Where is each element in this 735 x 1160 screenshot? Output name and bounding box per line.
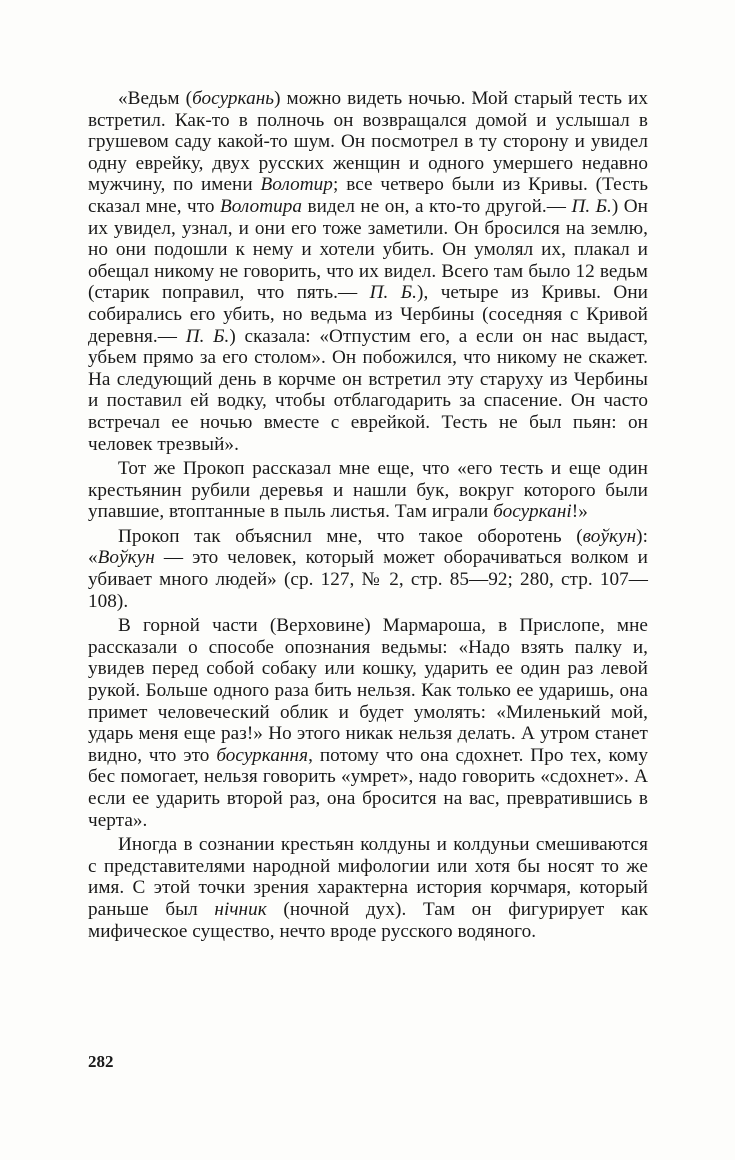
page-number: 282 xyxy=(88,1052,114,1071)
text-run: Тот же Прокоп рассказал мне еще, что «его тесть и еще один крестьянин рубили деревья и нашли бук, вокруг которого были упавшие, втоптанные в пыль листья. Там играли xyxy=(88,458,648,523)
italic-term: Воўкун xyxy=(97,547,155,569)
text-run: ) можно видеть ночью. Мой старый тесть их встретил. Как-то в полночь он возвращался домой и услышал в грушевом саду какой-то шум. Он посмотрел в ту сторону и увидел одну еврейку, двух русских женщин и одного умершего недавно мужчину, по имени xyxy=(88,88,648,196)
text-run: Иногда в сознании крестьян колдуны и колдуньи смешиваются с представителями народной мифологии или хотя бы носят то же имя. С этой точки зрения характерна история корчмаря, который раньше был xyxy=(88,834,648,920)
text-run: ; все четверо были из Кривы. (Тесть сказал мне, что xyxy=(88,174,648,217)
text-run: Прокоп так объяснил мне, что такое оборотень ( xyxy=(118,525,583,547)
italic-term: П. Б. xyxy=(369,282,418,304)
text-run: ) сказала: «Отпустим его, а если он нас выдаст, убьем прямо за его столом». Он побожился, что никому не скажет. На следующий день в корчме он встретил эту старуху из Чербины и поставил ей водку, чтобы отблагодарить за спасение. Он часто встречал ее ночью вместе с еврейкой. Тесть не был пьян: он человек трезвый». xyxy=(88,325,648,455)
text-run: В горной части (Верховине) Мармароша, в Прислопе, мне рассказали о способе опознания ведьмы: «Надо взять палку и, увидев перед собой собаку или кошку, ударить ее один раз левой рукой. Больше одного раза бить нельзя. Как только ее ударишь, она примет человеческий облик и будет умолять: «Миленький мой, ударь меня еще раз!» Но этого никак нельзя делать. А утром станет видно, что это xyxy=(88,615,648,766)
paragraph-5 xyxy=(88,834,648,942)
paragraph-1 xyxy=(88,88,648,455)
text-run: ) Он их увидел, узнал, и они его тоже заметили. Он бросился на землю, но они подошли к нему и хотели убить. Он умолял их, плакал и обещал никому не говорить, что их видел. Всего там было 12 ведьм (старик поправил, что пять.— xyxy=(88,195,648,304)
paragraph-4 xyxy=(88,615,648,831)
italic-term: Волотира xyxy=(220,195,303,217)
italic-term: Волотир xyxy=(260,174,333,196)
text-run: видел не он, а кто-то другой.— xyxy=(302,195,572,217)
italic-term: босуркань xyxy=(192,88,275,109)
body-text xyxy=(88,88,648,945)
text-run: (ночной дух). Там он фигурирует как мифическое существо, нечто вроде русского водяного. xyxy=(88,898,648,942)
paragraph-2 xyxy=(88,458,648,523)
italic-term: нічник xyxy=(214,898,267,920)
paragraph-3 xyxy=(88,526,648,612)
italic-term: воўкун xyxy=(582,525,637,547)
text-run: !» xyxy=(571,501,588,523)
italic-term: босуркання xyxy=(216,744,309,766)
text-run: ), четыре из Кривы. Они собирались его убить, но ведьма из Чербины (соседняя с Кривой деревня.— xyxy=(88,282,648,347)
text-run: , потому что она сдохнет. Про тех, кому бес помогает, нельзя говорить «умрет», надо говорить «сдохнет». А если ее ударить второй раз, она бросится на вас, превратившись в черта». xyxy=(88,744,648,831)
italic-term: П. Б. xyxy=(185,325,230,347)
text-run: — это человек, который может оборачиваться волком и убивает много людей» (ср. 127, № 2, стр. 85—92; 280, стр. 107—108). xyxy=(88,547,648,612)
text-run: «Ведьм ( xyxy=(118,88,193,109)
text-run: ): « xyxy=(88,525,648,569)
italic-term: босуркані xyxy=(493,501,572,523)
italic-term: П. Б. xyxy=(571,195,612,217)
